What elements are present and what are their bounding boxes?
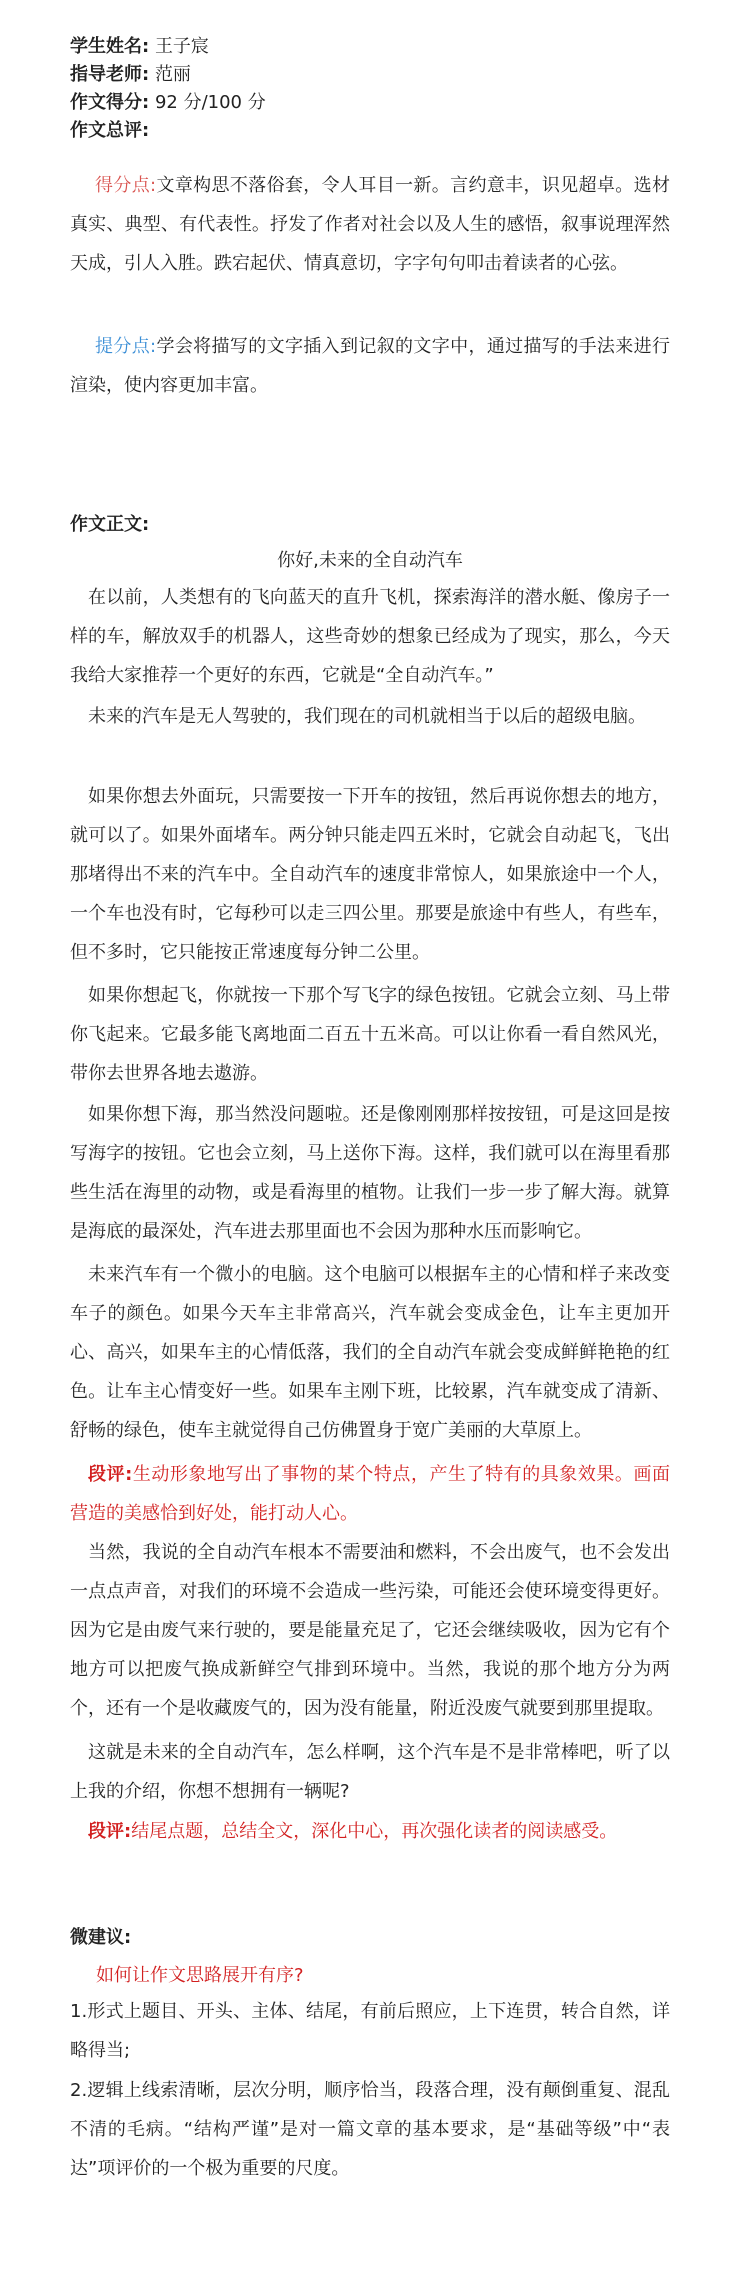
essay-title: 你好,未来的全自动汽车 — [277, 550, 463, 571]
student-name-value: 王子宸 — [154, 36, 209, 57]
score-row — [70, 90, 266, 116]
suggestion-question: 如何让作文思路展开有序? — [96, 1965, 304, 1986]
merit-paragraph — [70, 166, 670, 283]
teacher-name-label: 指导老师: — [70, 64, 150, 85]
essay-paragraph-1: 在以前，人类想有的飞向蓝天的直升飞机，探索海洋的潜水艇、像房子一样的车，解放双手的机器人，这些奇妙的想象已经成为了现实，那么，今天我给大家推荐一个更好的东西，它就是“全自动汽车。” — [70, 587, 670, 686]
paragraph-comment-2-label: 段评: — [88, 1821, 132, 1842]
essay-paragraph-5: 如果你想下海，那当然没问题啦。还是像刚刚那样按按钮，可是这回是按写海字的按钮。它也会立刻，马上送你下海。这样，我们就可以在海里看那些生活在海里的动物，或是看海里的植物。让我们一步一步了解大海。就算是海底的最深处，汽车进去那里面也不会因为那种水压而影响它。 — [70, 1104, 670, 1242]
essay-paragraph-7: 当然，我说的全自动汽车根本不需要油和燃料，不会出废气，也不会发出一点点声音，对我们的环境不会造成一些污染，可能还会使环境变得更好。因为它是由废气来行驶的，要是能量充足了，它还会继续吸收，因为它有个地方可以把废气换成新鲜空气排到环境中。当然，我说的那个地方分为两个，还有一个是收藏废气的，因为没有能量，附近没废气就要到那里提取。 — [70, 1542, 670, 1719]
paragraph-comment-1 — [70, 1455, 670, 1533]
improve-text: 学会将描写的文字插入到记叙的文字中，通过描写的手法来进行渲染，使内容更加丰富。 — [70, 336, 670, 396]
score-label: 作文得分: — [70, 92, 150, 113]
student-name-row — [70, 34, 209, 60]
student-name-label: 学生姓名: — [70, 36, 150, 57]
score-value: 92 分/100 分 — [154, 92, 266, 113]
essay-paragraph-2: 未来的汽车是无人驾驶的，我们现在的司机就相当于以后的超级电脑。 — [88, 706, 646, 727]
paragraph-comment-1-text: 生动形象地写出了事物的某个特点，产生了特有的具象效果。画面营造的美感恰到好处，能打动人心。 — [70, 1464, 671, 1524]
paragraph-comment-1-label: 段评: — [88, 1464, 133, 1485]
essay-paragraph-8: 这就是未来的全自动汽车，怎么样啊，这个汽车是不是非常棒吧，听了以上我的介绍，你想不想拥有一辆呢? — [70, 1742, 670, 1802]
teacher-name-row — [70, 62, 191, 88]
paragraph-comment-2-text: 结尾点题，总结全文，深化中心，再次强化读者的阅读感受。 — [131, 1821, 618, 1842]
suggestion-section-heading: 微建议: — [70, 1927, 132, 1948]
merit-tag: 得分点: — [95, 175, 157, 196]
essay-section-heading: 作文正文: — [70, 514, 150, 535]
overall-review-heading — [70, 118, 149, 144]
overall-review-label: 作文总评: — [70, 120, 150, 141]
essay-paragraph-6: 未来汽车有一个微小的电脑。这个电脑可以根据车主的心情和样子来改变车子的颜色。如果今天车主非常高兴，汽车就会变成金色，让车主更加开心、高兴，如果车主的心情低落，我们的全自动汽车就会变成鲜鲜艳艳的红色。让车主心情变好一些。如果车主刚下班，比较累，汽车就变成了清新、舒畅的绿色，使车主就觉得自己仿佛置身于宽广美丽的大草原上。 — [70, 1264, 670, 1441]
suggestion-item-2: 2.逻辑上线索清晰，层次分明，顺序恰当，段落合理，没有颠倒重复、混乱不清的毛病。“结构严谨”是对一篇文章的基本要求，是“基础等级”中“表达”项评价的一个极为重要的尺度。 — [70, 2080, 670, 2179]
improve-paragraph — [70, 327, 670, 405]
improve-tag: 提分点: — [95, 336, 157, 357]
teacher-name-value: 范丽 — [154, 64, 191, 85]
paragraph-comment-2 — [70, 1812, 670, 1851]
suggestion-item-1: 1.形式上题目、开头、主体、结尾，有前后照应，上下连贯，转合自然，详略得当; — [70, 2001, 670, 2061]
essay-paragraph-3: 如果你想去外面玩，只需要按一下开车的按钮，然后再说你想去的地方，就可以了。如果外面堵车。两分钟只能走四五米时，它就会自动起飞，飞出那堵得出不来的汽车中。全自动汽车的速度非常惊人，如果旅途中一个人，一个车也没有时，它每秒可以走三四公里。那要是旅途中有些人，有些车，但不多时，它只能按正常速度每分钟二公里。 — [70, 786, 670, 963]
merit-text: 文章构思不落俗套，令人耳目一新。言约意丰，识见超卓。选材真实、典型、有代表性。抒发了作者对社会以及人生的感悟，叙事说理浑然天成，引人入胜。跌宕起伏、情真意切，字字句句叩击着读者的心弦。 — [70, 175, 670, 274]
essay-paragraph-4: 如果你想起飞，你就按一下那个写飞字的绿色按钮。它就会立刻、马上带你飞起来。它最多能飞离地面二百五十五米高。可以让你看一看自然风光，带你去世界各地去遨游。 — [70, 985, 670, 1084]
